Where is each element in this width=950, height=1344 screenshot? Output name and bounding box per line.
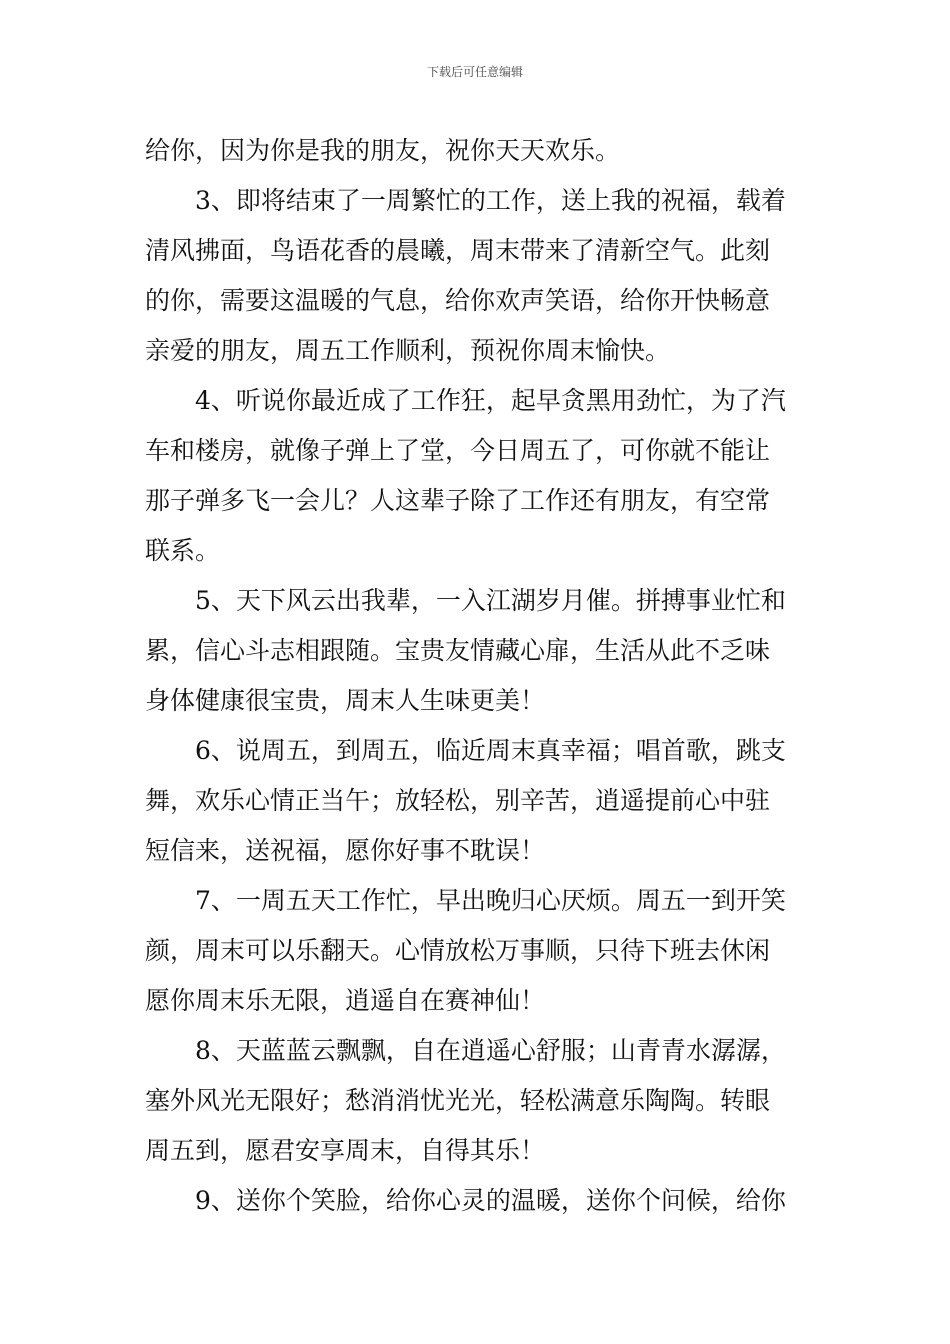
document-body [145, 126, 805, 1226]
text-line: 塞外风光无限好；愁消消忧光光，轻松满意乐陶陶。转眼 [145, 1086, 771, 1115]
text-line: 亲爱的朋友，周五工作顺利，预祝你周末愉快。 [145, 336, 671, 365]
text-line: 4、听说你最近成了工作狂，起早贪黑用劲忙，为了汽 [195, 386, 786, 415]
text-line: 给你，因为你是我的朋友，祝你天天欢乐。 [145, 136, 621, 165]
text-line: 短信来，送祝福，愿你好事不耽误！ [145, 836, 546, 865]
text-line: 周五到，愿君安享周末，自得其乐！ [145, 1136, 546, 1165]
text-line: 颜，周末可以乐翻天。心情放松万事顺，只待下班去休闲 [145, 936, 771, 965]
text-line: 车和楼房，就像子弹上了堂，今日周五了，可你就不能让 [145, 436, 771, 465]
text-line: 联系。 [145, 536, 221, 565]
page-header: 下载后可任意编辑 [426, 65, 523, 79]
text-line: 清风拂面，鸟语花香的晨曦，周末带来了清新空气。此刻 [145, 236, 771, 265]
text-line: 8、天蓝蓝云飘飘，自在逍遥心舒服；山青青水潺潺， [195, 1036, 786, 1065]
text-line: 7、一周五天工作忙，早出晚归心厌烦。周五一到开笑 [195, 886, 786, 915]
text-line: 那子弹多飞一会儿？人这辈子除了工作还有朋友，有空常 [145, 486, 771, 515]
text-line: 6、说周五，到周五，临近周末真幸福；唱首歌，跳支 [195, 736, 786, 765]
text-line: 累，信心斗志相跟随。宝贵友情藏心扉，生活从此不乏味 [145, 636, 771, 665]
text-line: 愿你周末乐无限，逍遥自在赛神仙！ [145, 986, 546, 1015]
text-line: 的你，需要这温暖的气息，给你欢声笑语，给你开快畅意 [145, 286, 771, 315]
text-line: 5、天下风云出我辈，一入江湖岁月催。拼搏事业忙和 [195, 586, 786, 615]
text-line: 身体健康很宝贵，周末人生味更美！ [145, 686, 546, 715]
text-line: 9、送你个笑脸，给你心灵的温暖，送你个问候，给你 [195, 1186, 786, 1215]
text-line: 舞，欢乐心情正当午；放轻松，别辛苦，逍遥提前心中驻 [145, 786, 771, 815]
text-line: 3、即将结束了一周繁忙的工作，送上我的祝福，载着 [195, 186, 786, 215]
